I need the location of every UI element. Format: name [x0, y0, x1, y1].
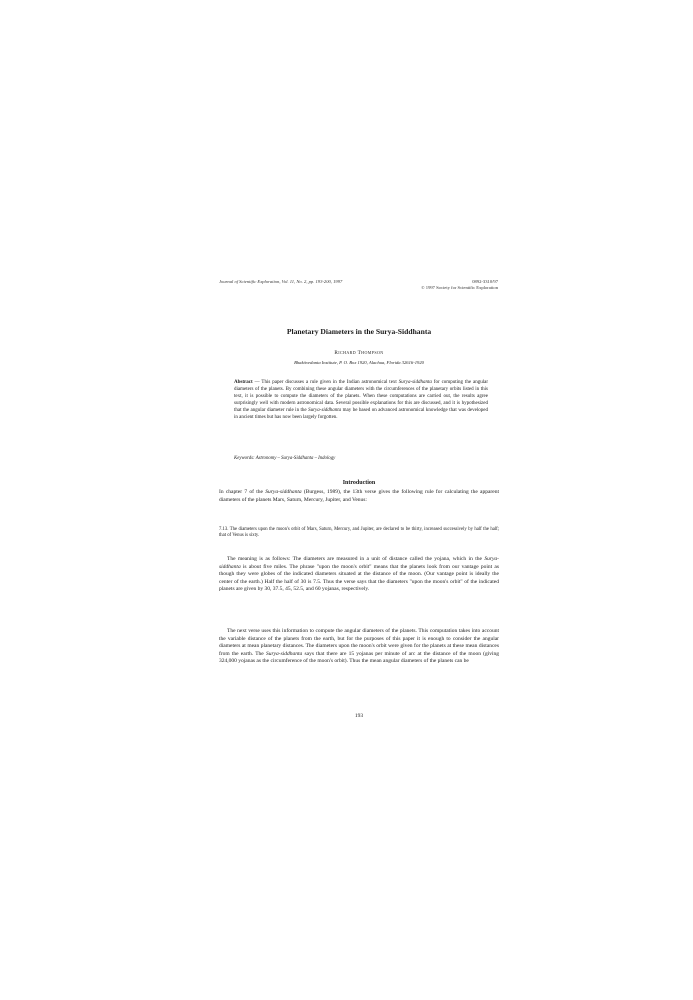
keywords-label: Keywords:	[234, 456, 255, 461]
paragraph-text: (Burgess, 1989), the 13th verse gives the following rule for calculating the apparent diameters of the planets Mars, Saturn, Mercury, Jupiter, and Venus:	[219, 489, 499, 503]
paragraph-emphasis: Surya-siddhanta	[219, 556, 499, 570]
body-paragraph	[219, 489, 499, 504]
abstract-emphasis: Surya-siddhanta	[398, 380, 432, 385]
body-paragraph	[219, 556, 499, 594]
author-name: Richard Thompson	[334, 350, 384, 356]
author-affiliation: Bhaktivedanta Institute, P. O. Box 1920, Alachua, Florida 32616-1920	[294, 360, 424, 365]
paper-title: Planetary Diameters in the Surya-Siddhanta	[286, 327, 432, 336]
body-paragraph	[219, 628, 499, 666]
section-heading: Introduction	[342, 480, 376, 486]
journal-citation: Journal of Scientific Exploration, Vol. 11, No. 2, pp. 193-200, 1997	[219, 279, 343, 284]
abstract-label: Abstract	[234, 380, 253, 385]
paragraph-text: In chapter 7 of the	[219, 489, 266, 495]
paragraph-text: is about five miles. The phrase "upon the moon's orbit" means that the planets look from our vantage point as though they were globes of the indicated diameters situated at the distance of the moon. (Our vantage point is ideally the center of the earth.) Half the half of 30 is 7.5. Thus the verse says that the diameters "upon the moon's orbit" of the indicated planets are given by 30, 37.5, 45, 52.5, and 60 yojanas, respectively.	[219, 563, 499, 593]
issn: 0892-3310/97	[472, 279, 498, 284]
keywords-text: Astronomy – Surya-Siddhanta – Indology	[254, 456, 336, 461]
paragraph-emphasis: Surya-siddhanta	[265, 489, 302, 495]
paragraph-text: The meaning is as follows: The diameters are measured in a unit of distance called the yojana, which in the	[227, 556, 485, 562]
paragraph-emphasis: Surya-siddhanta	[265, 650, 303, 657]
abstract-emphasis: Surya-siddhanta	[308, 407, 342, 413]
keywords	[234, 456, 488, 461]
verse-quote: 7.13. The diameters upon the moon's orbit of Mars, Saturn, Mercury, and Jupiter, are declared to be thirty, increased successively by half the half; that of Venus is sixty.	[219, 527, 499, 539]
page-number: 193	[354, 713, 364, 719]
paragraph-text: The next verse uses this information to compute the angular diameters of the planets. This computation takes into account the variable distance of the planets from the earth, but for the purposes of this paper it is enough to consider the angular diameters at mean planetary distances. The diameters upon the moon's orbit were given for the planets at these mean distances from the earth. The	[219, 628, 499, 657]
paragraph-text: says that there are 15 yojanas per minute of arc at the distance of the moon (giving 324,000 yojanas as the circumference of the moon's orbit). Thus the mean angular diameters of the planets can be	[219, 650, 500, 665]
abstract-text: for computing the angular diameters of the planets. By combining these angular diameters with the circumferences of the planetary orbits listed in this text, it is possible to compute the diameters of the planets. When these computations are carried out, the results agree surprisingly well with modern astronomical data. Several possible explanations for this are discussed, and it is hypothesized that the angular diameter rule in the	[234, 380, 488, 413]
abstract-text: may be based on advanced astronomical knowledge that was developed in ancient times but has now been largely forgotten.	[234, 407, 488, 420]
header-right	[418, 279, 498, 291]
abstract	[234, 380, 488, 421]
copyright: © 1997 Society for Scientific Exploration	[421, 285, 498, 290]
abstract-text: — This paper discusses a rule given in the Indian astronomical text	[252, 380, 399, 385]
